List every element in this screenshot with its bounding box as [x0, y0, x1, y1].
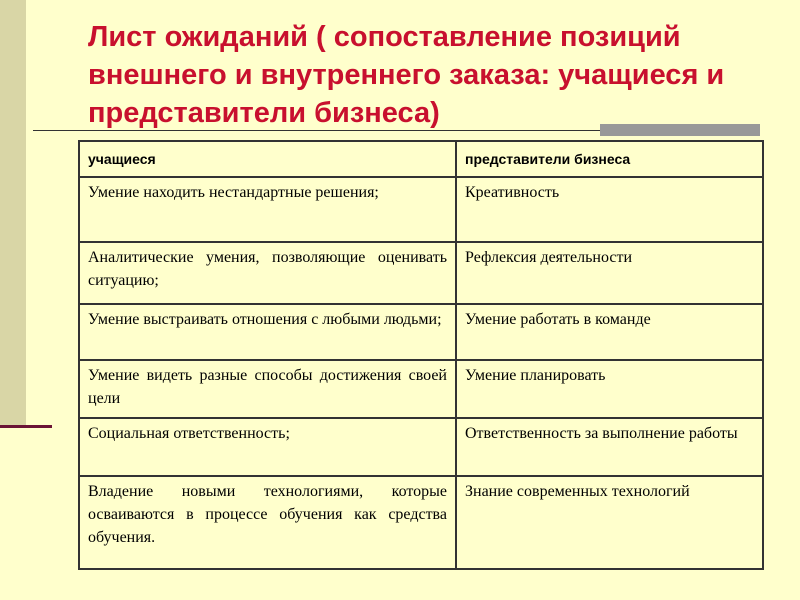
side-decoration-bar	[0, 0, 26, 425]
students-cell: Владение новыми технологиями, которые осваиваются в процессе обучения как средства обучения.	[79, 476, 456, 569]
students-cell: Умение видеть разные способы достижения своей цели	[79, 360, 456, 418]
table-row	[79, 360, 763, 418]
business-cell: Рефлексия деятельности	[456, 242, 763, 304]
students-cell: Социальная ответственность;	[79, 418, 456, 476]
business-cell: Ответственность за выполнение работы	[456, 418, 763, 476]
header-students: учащиеся	[79, 141, 456, 177]
students-cell: Аналитические умения, позволяющие оценивать ситуацию;	[79, 242, 456, 304]
business-cell: Креативность	[456, 177, 763, 242]
business-cell: Умение планировать	[456, 360, 763, 418]
table-row	[79, 242, 763, 304]
table-row	[79, 476, 763, 569]
table-row	[79, 177, 763, 242]
table-header-row	[79, 141, 763, 177]
business-cell: Знание современных технологий	[456, 476, 763, 569]
students-cell: Умение выстраивать отношения с любыми людьми;	[79, 304, 456, 360]
expectations-table	[78, 140, 764, 570]
slide-title: Лист ожиданий ( сопоставление позиций внешнего и внутреннего заказа: учащиеся и представители бизнеса)	[88, 21, 725, 129]
header-business: представители бизнеса	[456, 141, 763, 177]
side-decoration-rule	[0, 425, 52, 428]
students-cell: Умение находить нестандартные решения;	[79, 177, 456, 242]
business-cell: Умение работать в команде	[456, 304, 763, 360]
title-accent-bar	[600, 124, 760, 136]
title-underline	[33, 130, 603, 131]
table-row	[79, 418, 763, 476]
table-row	[79, 304, 763, 360]
